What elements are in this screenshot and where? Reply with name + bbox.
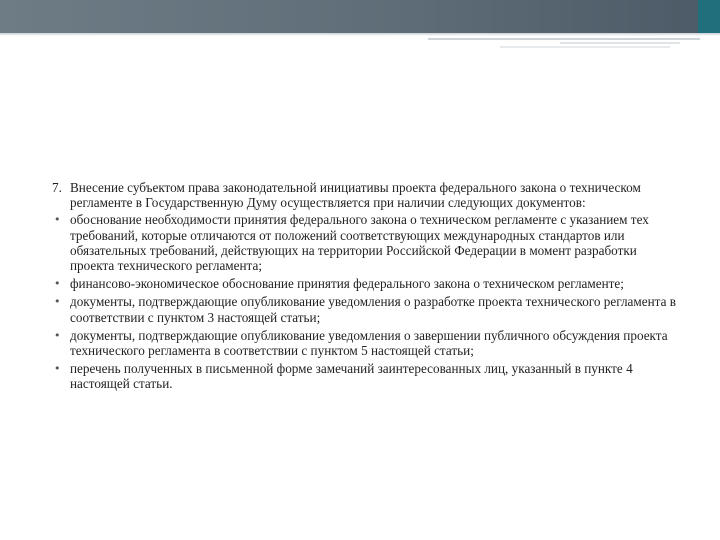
list-item <box>52 361 682 391</box>
list-item-text: документы, подтверждающие опубликование уведомления о завершении публичного обсуждения проекта технического регламента в соответствии с пунктом 5 настоящей статьи; <box>70 327 668 359</box>
requirements-list <box>52 212 682 391</box>
decorative-rule <box>560 42 680 44</box>
list-item-text: финансово-экономическое обоснование принятия федерального закона о техническом регламенте; <box>70 276 624 292</box>
decorative-rule <box>500 46 670 48</box>
list-item-text: перечень полученных в письменной форме замечаний заинтересованных лиц, указанный в пункте 4 настоящей статьи. <box>70 361 633 392</box>
bullet-icon: • <box>54 328 61 342</box>
header-band <box>0 0 720 33</box>
bullet-icon: • <box>54 277 61 291</box>
list-item <box>52 328 682 358</box>
list-item-text: документы, подтверждающие опубликование уведомления о разработке проекта технического регламента в соответствии с пунктом 3 настоящей статьи; <box>70 294 676 325</box>
bullet-icon: • <box>54 213 61 227</box>
list-item <box>52 294 682 324</box>
list-item <box>52 276 682 291</box>
intro-text: Внесение субъектом права законодательной инициативы проекта федерального закона о техническом регламенте в Государственную Думу осуществляется при наличии следующих документов: <box>70 180 641 211</box>
list-item <box>52 212 682 273</box>
list-item-text: обоснование необходимости принятия федерального закона о техническом регламенте с указанием тех требований, которые отличаются от положений соответствующих международных стандартов или обязательных требований, действующих на территории Российской Федерации в момент разработки проекта технического регламента; <box>70 212 649 274</box>
bullet-icon: • <box>54 295 61 309</box>
intro-number: 7. <box>52 180 62 195</box>
intro-paragraph <box>52 180 682 210</box>
header-band-shadow <box>0 33 720 36</box>
accent-square <box>698 0 720 33</box>
decorative-rule <box>428 38 700 40</box>
slide-body <box>52 180 682 395</box>
bullet-icon: • <box>54 362 61 376</box>
